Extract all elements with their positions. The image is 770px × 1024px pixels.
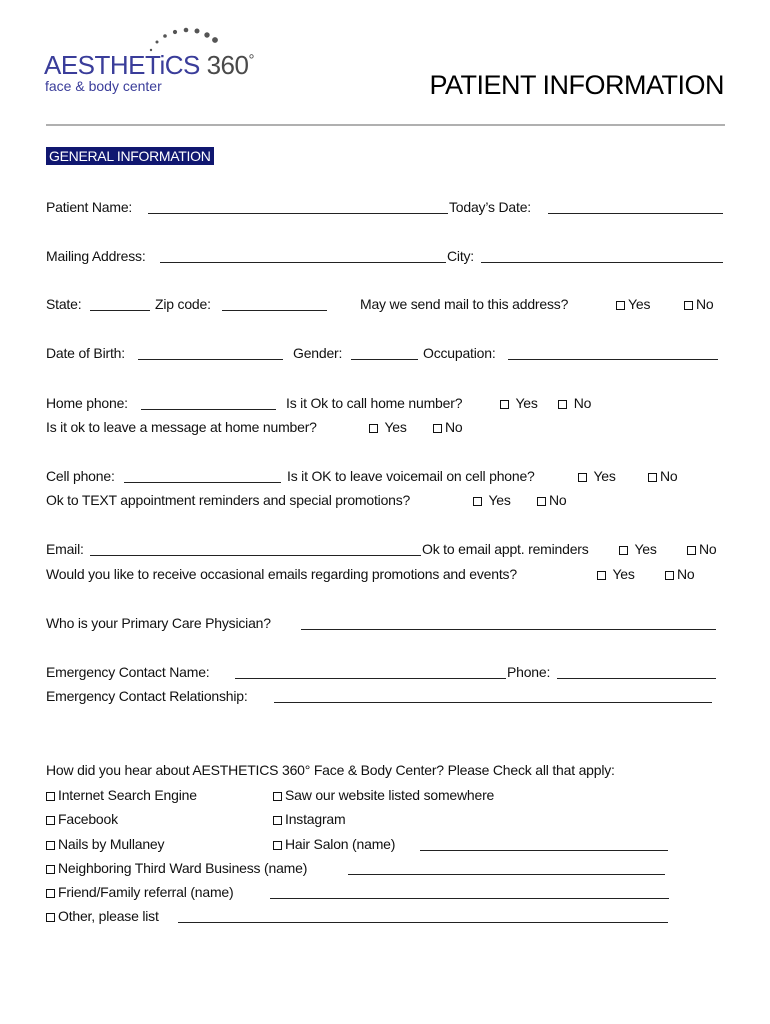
row-referral-question bbox=[46, 762, 726, 782]
neighbor-name-field[interactable] bbox=[348, 874, 665, 875]
logo-subtitle: face & body center bbox=[45, 78, 162, 94]
section-label: GENERAL INFORMATION bbox=[46, 147, 214, 165]
send-mail-no[interactable]: No bbox=[684, 296, 714, 312]
logo-degree: ° bbox=[248, 51, 254, 69]
row-referral-2 bbox=[46, 811, 726, 831]
row-pcp bbox=[46, 615, 726, 635]
city-field[interactable] bbox=[481, 262, 723, 263]
other-list-field[interactable] bbox=[178, 922, 668, 923]
email-label: Email: bbox=[46, 541, 84, 557]
send-mail-yes[interactable]: Yes bbox=[616, 296, 650, 312]
referral-internet[interactable]: Internet Search Engine bbox=[46, 787, 197, 803]
checkbox-icon bbox=[46, 841, 55, 850]
gender-label: Gender: bbox=[293, 345, 343, 361]
emergency-phone-label: Phone: bbox=[507, 664, 551, 680]
checkbox-icon bbox=[665, 571, 674, 580]
email-reminders-no[interactable]: No bbox=[687, 541, 717, 557]
state-field[interactable] bbox=[90, 310, 150, 311]
logo-number: 360 bbox=[206, 50, 249, 80]
checkbox-icon bbox=[558, 400, 567, 409]
checkbox-icon bbox=[46, 913, 55, 922]
voicemail-yes[interactable]: Yes bbox=[578, 468, 616, 484]
row-home-phone bbox=[46, 395, 726, 415]
referral-website[interactable]: Saw our website listed somewhere bbox=[273, 787, 494, 803]
row-patient-name bbox=[46, 199, 726, 219]
row-mailing-address bbox=[46, 248, 726, 268]
checkbox-icon bbox=[684, 301, 693, 310]
logo bbox=[44, 50, 254, 81]
checkbox-icon bbox=[46, 889, 55, 898]
call-home-question: Is it Ok to call home number? bbox=[286, 395, 463, 411]
row-promo-emails bbox=[46, 566, 726, 586]
occupation-label: Occupation: bbox=[423, 345, 496, 361]
checkbox-icon bbox=[273, 816, 282, 825]
row-state-zip bbox=[46, 296, 726, 316]
email-reminders-yes[interactable]: Yes bbox=[619, 541, 657, 557]
voicemail-question: Is it OK to leave voicemail on cell phone? bbox=[287, 468, 535, 484]
patient-name-field[interactable] bbox=[148, 213, 448, 214]
dob-label: Date of Birth: bbox=[46, 345, 125, 361]
referral-nails[interactable]: Nails by Mullaney bbox=[46, 836, 164, 852]
home-phone-field[interactable] bbox=[141, 409, 276, 410]
checkbox-icon bbox=[369, 424, 378, 433]
emergency-phone-field[interactable] bbox=[557, 678, 716, 679]
emergency-name-label: Emergency Contact Name: bbox=[46, 664, 210, 680]
referral-salon[interactable]: Hair Salon (name) bbox=[273, 836, 395, 852]
mailing-address-label: Mailing Address: bbox=[46, 248, 146, 264]
occupation-field[interactable] bbox=[508, 359, 718, 360]
checkbox-icon bbox=[500, 400, 509, 409]
gender-field[interactable] bbox=[351, 359, 418, 360]
todays-date-field[interactable] bbox=[548, 213, 723, 214]
checkbox-icon bbox=[687, 546, 696, 555]
emergency-relationship-label: Emergency Contact Relationship: bbox=[46, 688, 248, 704]
checkbox-icon bbox=[616, 301, 625, 310]
emergency-relationship-field[interactable] bbox=[274, 702, 712, 703]
checkbox-icon bbox=[648, 473, 657, 482]
page-title: PATIENT INFORMATION bbox=[429, 70, 724, 100]
checkbox-icon bbox=[46, 865, 55, 874]
emergency-name-field[interactable] bbox=[235, 678, 506, 679]
referral-facebook[interactable]: Facebook bbox=[46, 811, 118, 827]
city-label: City: bbox=[447, 248, 475, 264]
checkbox-icon bbox=[46, 792, 55, 801]
promo-emails-yes[interactable]: Yes bbox=[597, 566, 635, 582]
row-referral-6 bbox=[46, 908, 726, 928]
friend-name-field[interactable] bbox=[270, 898, 669, 899]
leave-message-question: Is it ok to leave a message at home number? bbox=[46, 419, 317, 435]
patient-name-label: Patient Name: bbox=[46, 199, 133, 215]
referral-other[interactable]: Other, please list bbox=[46, 908, 159, 924]
checkbox-icon bbox=[46, 816, 55, 825]
referral-neighbor[interactable]: Neighboring Third Ward Business (name) bbox=[46, 860, 307, 876]
checkbox-icon bbox=[597, 571, 606, 580]
row-referral-1 bbox=[46, 787, 726, 807]
checkbox-icon bbox=[433, 424, 442, 433]
leave-message-yes[interactable]: Yes bbox=[369, 419, 407, 435]
row-referral-3 bbox=[46, 836, 726, 856]
state-label: State: bbox=[46, 296, 82, 312]
cell-phone-field[interactable] bbox=[124, 482, 281, 483]
row-cell-phone bbox=[46, 468, 726, 488]
email-field[interactable] bbox=[90, 555, 421, 556]
pcp-question: Who is your Primary Care Physician? bbox=[46, 615, 271, 631]
row-text-reminders bbox=[46, 492, 726, 512]
row-dob bbox=[46, 345, 726, 365]
salon-name-field[interactable] bbox=[420, 850, 668, 851]
checkbox-icon bbox=[537, 497, 546, 506]
logo-brand: AESTHETiCS bbox=[44, 50, 200, 80]
todays-date-label: Today’s Date: bbox=[449, 199, 531, 215]
row-email bbox=[46, 541, 726, 561]
zip-label: Zip code: bbox=[155, 296, 211, 312]
promo-emails-no[interactable]: No bbox=[665, 566, 695, 582]
cell-phone-label: Cell phone: bbox=[46, 468, 115, 484]
header-divider bbox=[46, 124, 725, 126]
promo-emails-question: Would you like to receive occasional emails regarding promotions and events? bbox=[46, 566, 517, 582]
call-home-no[interactable]: No bbox=[558, 395, 591, 411]
send-mail-question: May we send mail to this address? bbox=[360, 296, 569, 312]
text-reminders-yes[interactable]: Yes bbox=[473, 492, 511, 508]
checkbox-icon bbox=[619, 546, 628, 555]
referral-friend[interactable]: Friend/Family referral (name) bbox=[46, 884, 233, 900]
row-emergency-name bbox=[46, 664, 726, 684]
row-referral-5 bbox=[46, 884, 726, 904]
checkbox-icon bbox=[273, 792, 282, 801]
home-phone-label: Home phone: bbox=[46, 395, 128, 411]
row-referral-4 bbox=[46, 860, 726, 880]
mailing-address-field[interactable] bbox=[160, 262, 446, 263]
call-home-yes[interactable]: Yes bbox=[500, 395, 538, 411]
leave-message-no[interactable]: No bbox=[433, 419, 463, 435]
checkbox-icon bbox=[273, 841, 282, 850]
dob-field[interactable] bbox=[138, 359, 283, 360]
row-leave-message bbox=[46, 419, 726, 439]
checkbox-icon bbox=[578, 473, 587, 482]
row-emergency-relationship bbox=[46, 688, 726, 708]
text-reminders-no[interactable]: No bbox=[537, 492, 567, 508]
voicemail-no[interactable]: No bbox=[648, 468, 678, 484]
checkbox-icon bbox=[473, 497, 482, 506]
referral-instagram[interactable]: Instagram bbox=[273, 811, 345, 827]
pcp-field[interactable] bbox=[301, 629, 716, 630]
text-reminders-question: Ok to TEXT appointment reminders and special promotions? bbox=[46, 492, 411, 508]
zip-field[interactable] bbox=[222, 310, 327, 311]
referral-question: How did you hear about AESTHETICS 360° Face & Body Center? Please Check all that apply: bbox=[46, 762, 615, 778]
email-reminders-question: Ok to email appt. reminders bbox=[422, 541, 589, 557]
